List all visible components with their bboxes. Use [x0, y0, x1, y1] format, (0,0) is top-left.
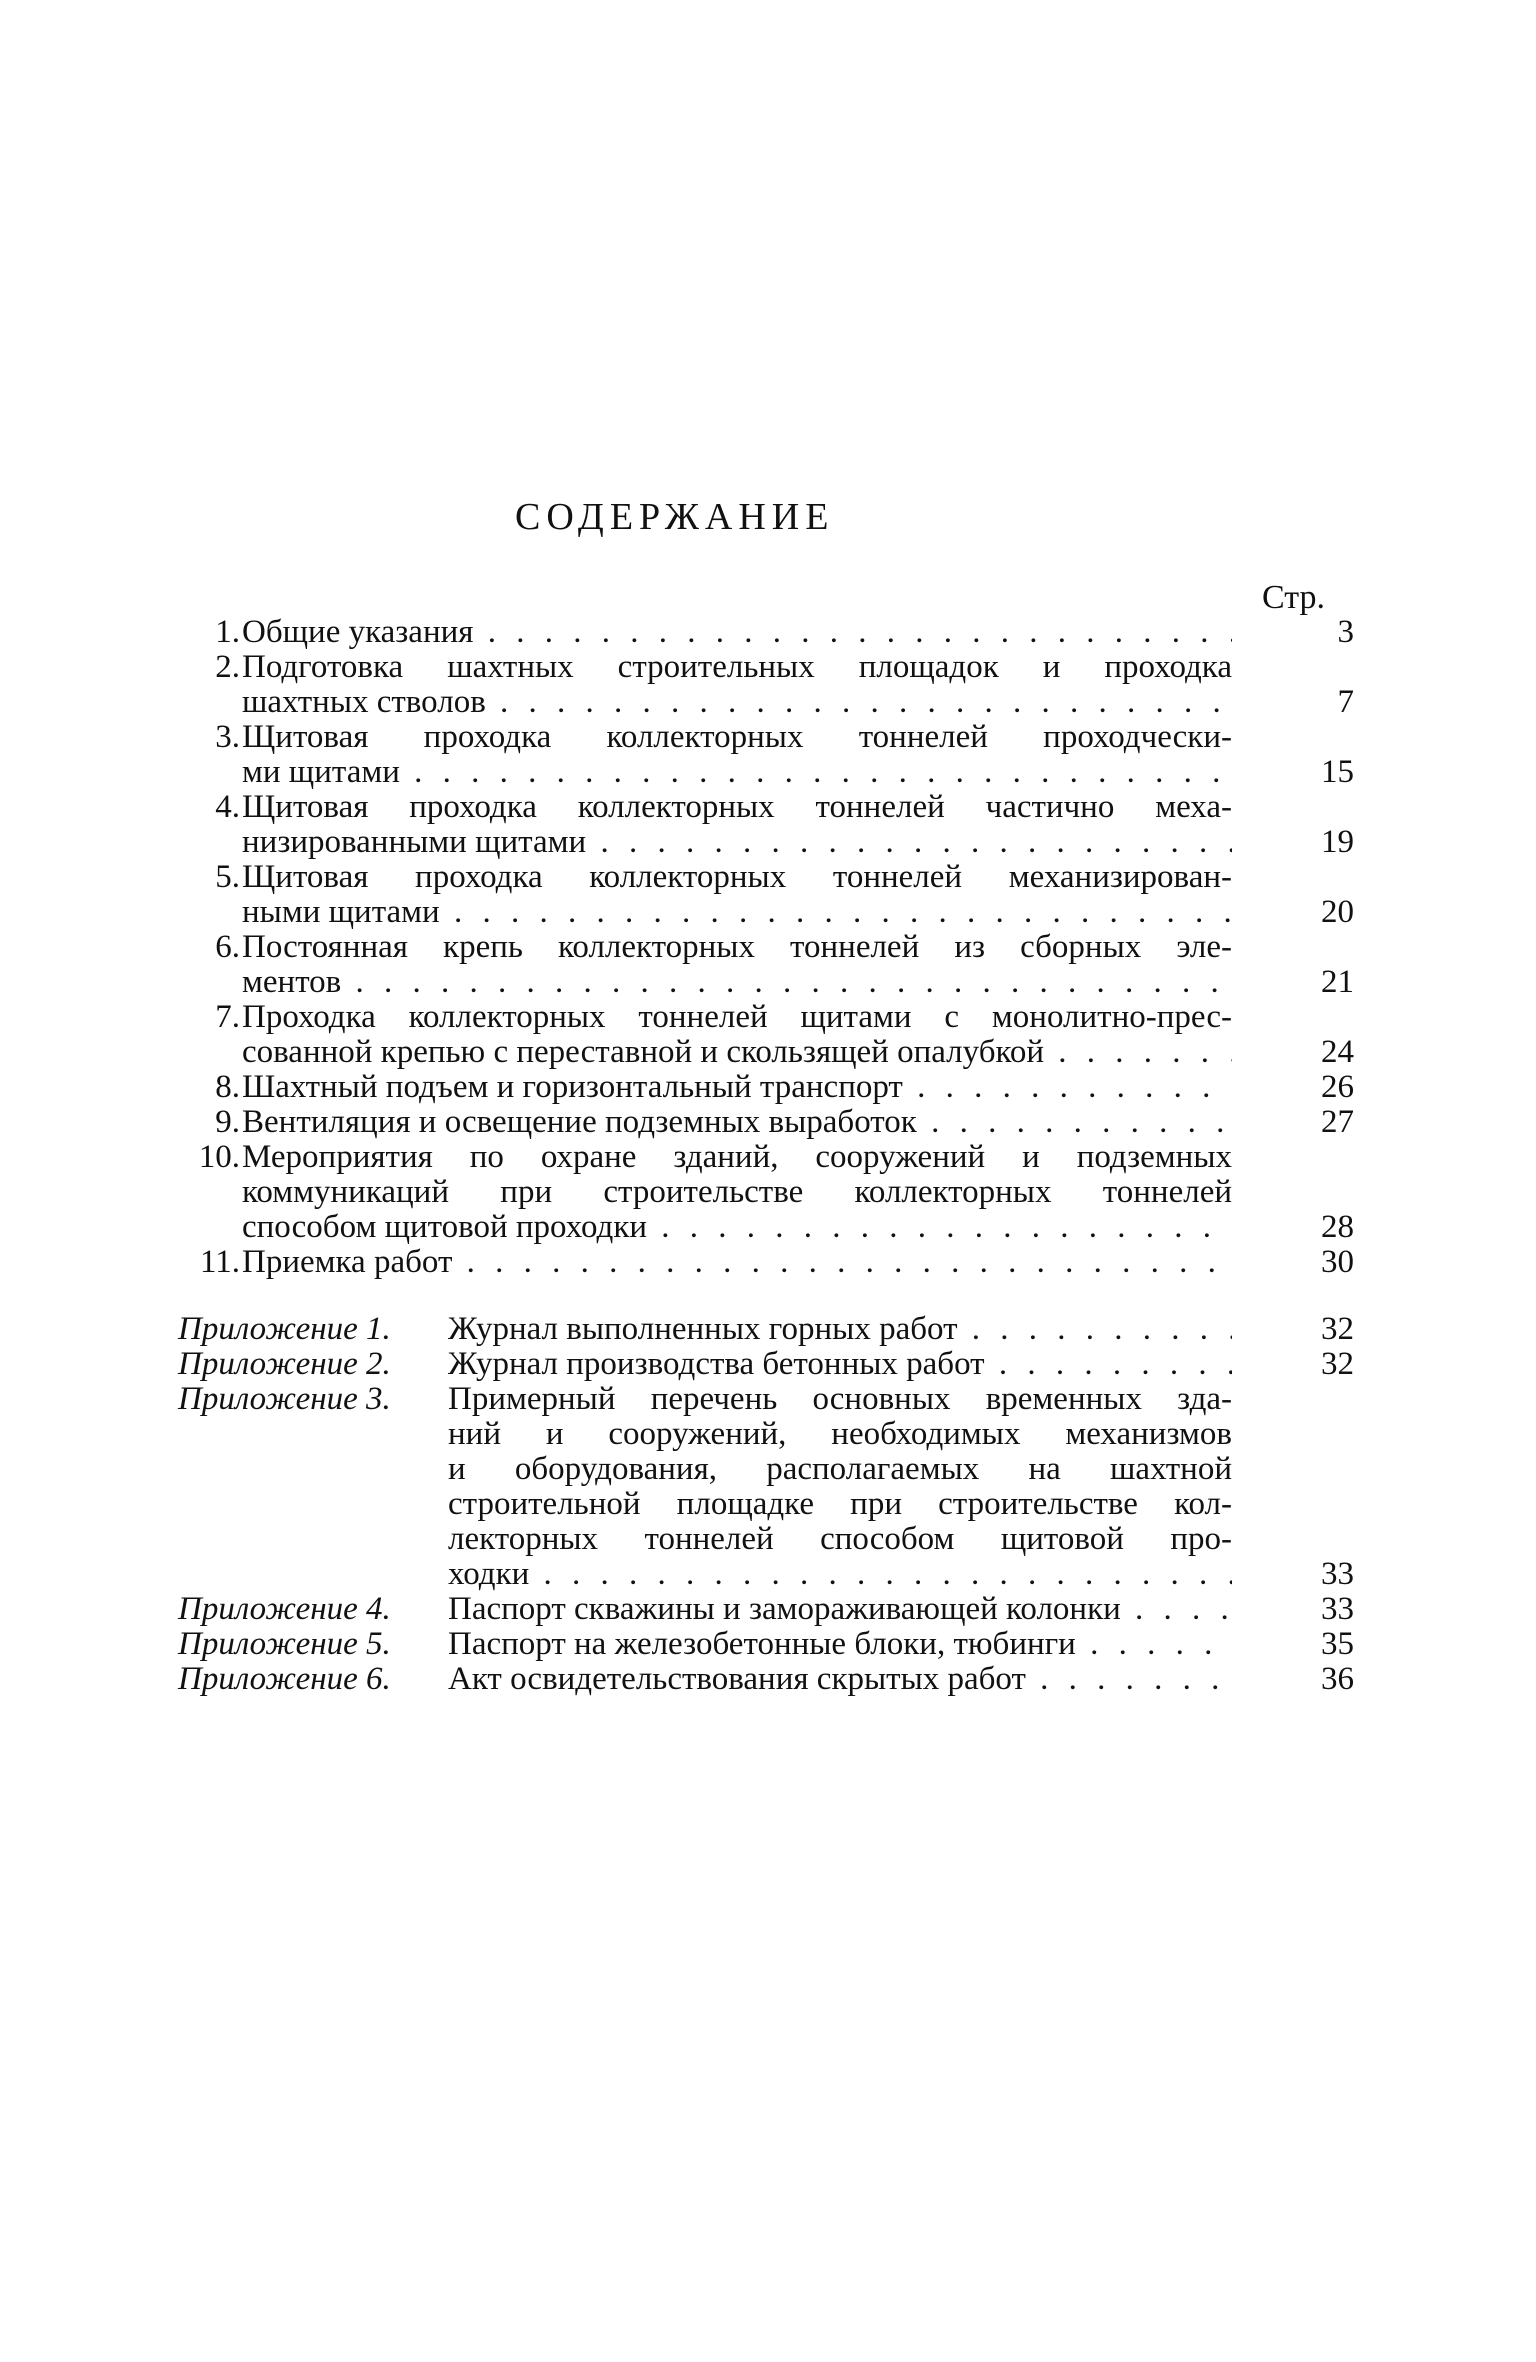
section-title: сованной крепью с переставной и скользящей опалубкой . . . — [242, 1035, 1232, 1070]
section-line — [0, 1245, 1536, 1280]
section-title: Щитовая проходка коллекторных тоннелей механизирован- — [242, 860, 1232, 895]
section-title: Приемка работ . . . — [242, 1245, 1232, 1280]
section-title: Проходка коллекторных тоннелей щитами с монолитно-прес- — [242, 1000, 1232, 1035]
section-number: 6. — [215, 929, 240, 965]
section-line — [0, 930, 1536, 965]
appendix-line — [0, 1522, 1536, 1557]
section-line — [0, 1105, 1536, 1140]
section-line — [0, 1175, 1536, 1210]
section-line — [0, 615, 1536, 650]
section-number: 11. — [199, 1244, 240, 1280]
section-number: 3. — [215, 719, 240, 755]
section-line — [0, 685, 1536, 720]
section-line — [0, 1000, 1536, 1035]
page-number: 19 — [1321, 824, 1354, 860]
section-line — [0, 755, 1536, 790]
page-number: 33 — [1321, 1556, 1354, 1592]
appendix-line — [0, 1312, 1536, 1347]
appendix-label: Приложение 2. — [178, 1346, 391, 1382]
appendix-title: ний и сооружений, необходимых механизмов — [448, 1417, 1232, 1452]
appendix-title: Паспорт скважины и замораживающей колонки . . . — [448, 1592, 1232, 1627]
appendix-title: ходки . . . — [448, 1557, 1232, 1592]
section-line — [0, 650, 1536, 685]
section-line — [0, 720, 1536, 755]
appendix-title: Акт освидетельствования скрытых работ . . . — [448, 1662, 1232, 1697]
page-column-header: Стр. — [1262, 579, 1326, 616]
page-number: 36 — [1321, 1661, 1354, 1697]
appendix-line — [0, 1417, 1536, 1452]
section-line — [0, 790, 1536, 825]
section-title: Мероприятия по охране зданий, сооружений и подземных — [242, 1140, 1232, 1175]
section-title: Щитовая проходка коллекторных тоннелей частично меха- — [242, 790, 1232, 825]
appendix-title: Примерный перечень основных временных зда- — [448, 1382, 1232, 1417]
section-title: коммуникаций при строительстве коллекторных тоннелей — [242, 1175, 1232, 1210]
page-number: 27 — [1321, 1104, 1354, 1140]
section-line — [0, 965, 1536, 1000]
appendix-line — [0, 1452, 1536, 1487]
section-title: Постоянная крепь коллекторных тоннелей из сборных эле- — [242, 930, 1232, 965]
section-title: Подготовка шахтных строительных площадок и проходка — [242, 650, 1232, 685]
section-line — [0, 895, 1536, 930]
section-line — [0, 1035, 1536, 1070]
section-line — [0, 1140, 1536, 1175]
page-number: 21 — [1321, 964, 1354, 1000]
appendix-title: Журнал производства бетонных работ . . . — [448, 1347, 1232, 1382]
page-number: 24 — [1321, 1034, 1354, 1070]
section-title: ными щитами . . . — [242, 895, 1232, 930]
appendix-spacer — [0, 1280, 1536, 1312]
section-title: ми щитами . . . — [242, 755, 1232, 790]
section-title: Вентиляция и освещение подземных выработок . . . — [242, 1105, 1232, 1140]
appendix-line — [0, 1592, 1536, 1627]
section-line — [0, 860, 1536, 895]
appendix-label: Приложение 6. — [178, 1661, 391, 1697]
page-number: 30 — [1321, 1244, 1354, 1280]
appendix-label: Приложение 4. — [178, 1591, 391, 1627]
table-of-contents — [0, 615, 1536, 1697]
page-number: 15 — [1321, 754, 1354, 790]
section-title: низированными щитами . . . — [242, 825, 1232, 860]
section-line — [0, 1070, 1536, 1105]
page-number: 32 — [1321, 1311, 1354, 1347]
section-title: ментов . . . — [242, 965, 1232, 1000]
section-title: Шахтный подъем и горизонтальный транспорт . . . — [242, 1070, 1232, 1105]
appendix-line — [0, 1382, 1536, 1417]
section-number: 9. — [215, 1104, 240, 1140]
appendix-label: Приложение 1. — [178, 1311, 391, 1347]
appendix-line — [0, 1662, 1536, 1697]
appendix-label: Приложение 3. — [178, 1381, 391, 1417]
appendix-line — [0, 1627, 1536, 1662]
page-number: 32 — [1321, 1346, 1354, 1382]
appendix-title: и оборудования, располагаемых на шахтной — [448, 1452, 1232, 1487]
appendix-label: Приложение 5. — [178, 1626, 391, 1662]
page-number: 26 — [1321, 1069, 1354, 1105]
appendix-line — [0, 1487, 1536, 1522]
section-title: способом щитовой проходки . . . — [242, 1210, 1232, 1245]
page-number: 3 — [1337, 614, 1354, 650]
section-title: Общие указания . . . — [242, 615, 1232, 650]
section-number: 4. — [215, 789, 240, 825]
page-number: 35 — [1321, 1626, 1354, 1662]
toc-title: СОДЕРЖАНИЕ — [515, 496, 835, 538]
page-number: 20 — [1321, 894, 1354, 930]
appendix-title: Паспорт на железобетонные блоки, тюбинги . . . — [448, 1627, 1232, 1662]
section-title: Щитовая проходка коллекторных тоннелей проходчески- — [242, 720, 1232, 755]
appendix-title: лекторных тоннелей способом щитовой про- — [448, 1522, 1232, 1557]
section-number: 1. — [215, 614, 240, 650]
section-number: 10. — [198, 1139, 240, 1175]
appendix-title: Журнал выполненных горных работ . . . — [448, 1312, 1232, 1347]
appendix-line — [0, 1347, 1536, 1382]
appendix-title: строительной площадке при строительстве кол- — [448, 1487, 1232, 1522]
page-number: 28 — [1321, 1209, 1354, 1245]
appendix-line — [0, 1557, 1536, 1592]
section-line — [0, 825, 1536, 860]
section-number: 8. — [215, 1069, 240, 1105]
section-title: шахтных стволов . . . — [242, 685, 1232, 720]
page-number: 33 — [1321, 1591, 1354, 1627]
section-number: 2. — [215, 649, 240, 685]
section-line — [0, 1210, 1536, 1245]
section-number: 5. — [215, 859, 240, 895]
page-number: 7 — [1337, 684, 1354, 720]
section-number: 7. — [215, 999, 240, 1035]
